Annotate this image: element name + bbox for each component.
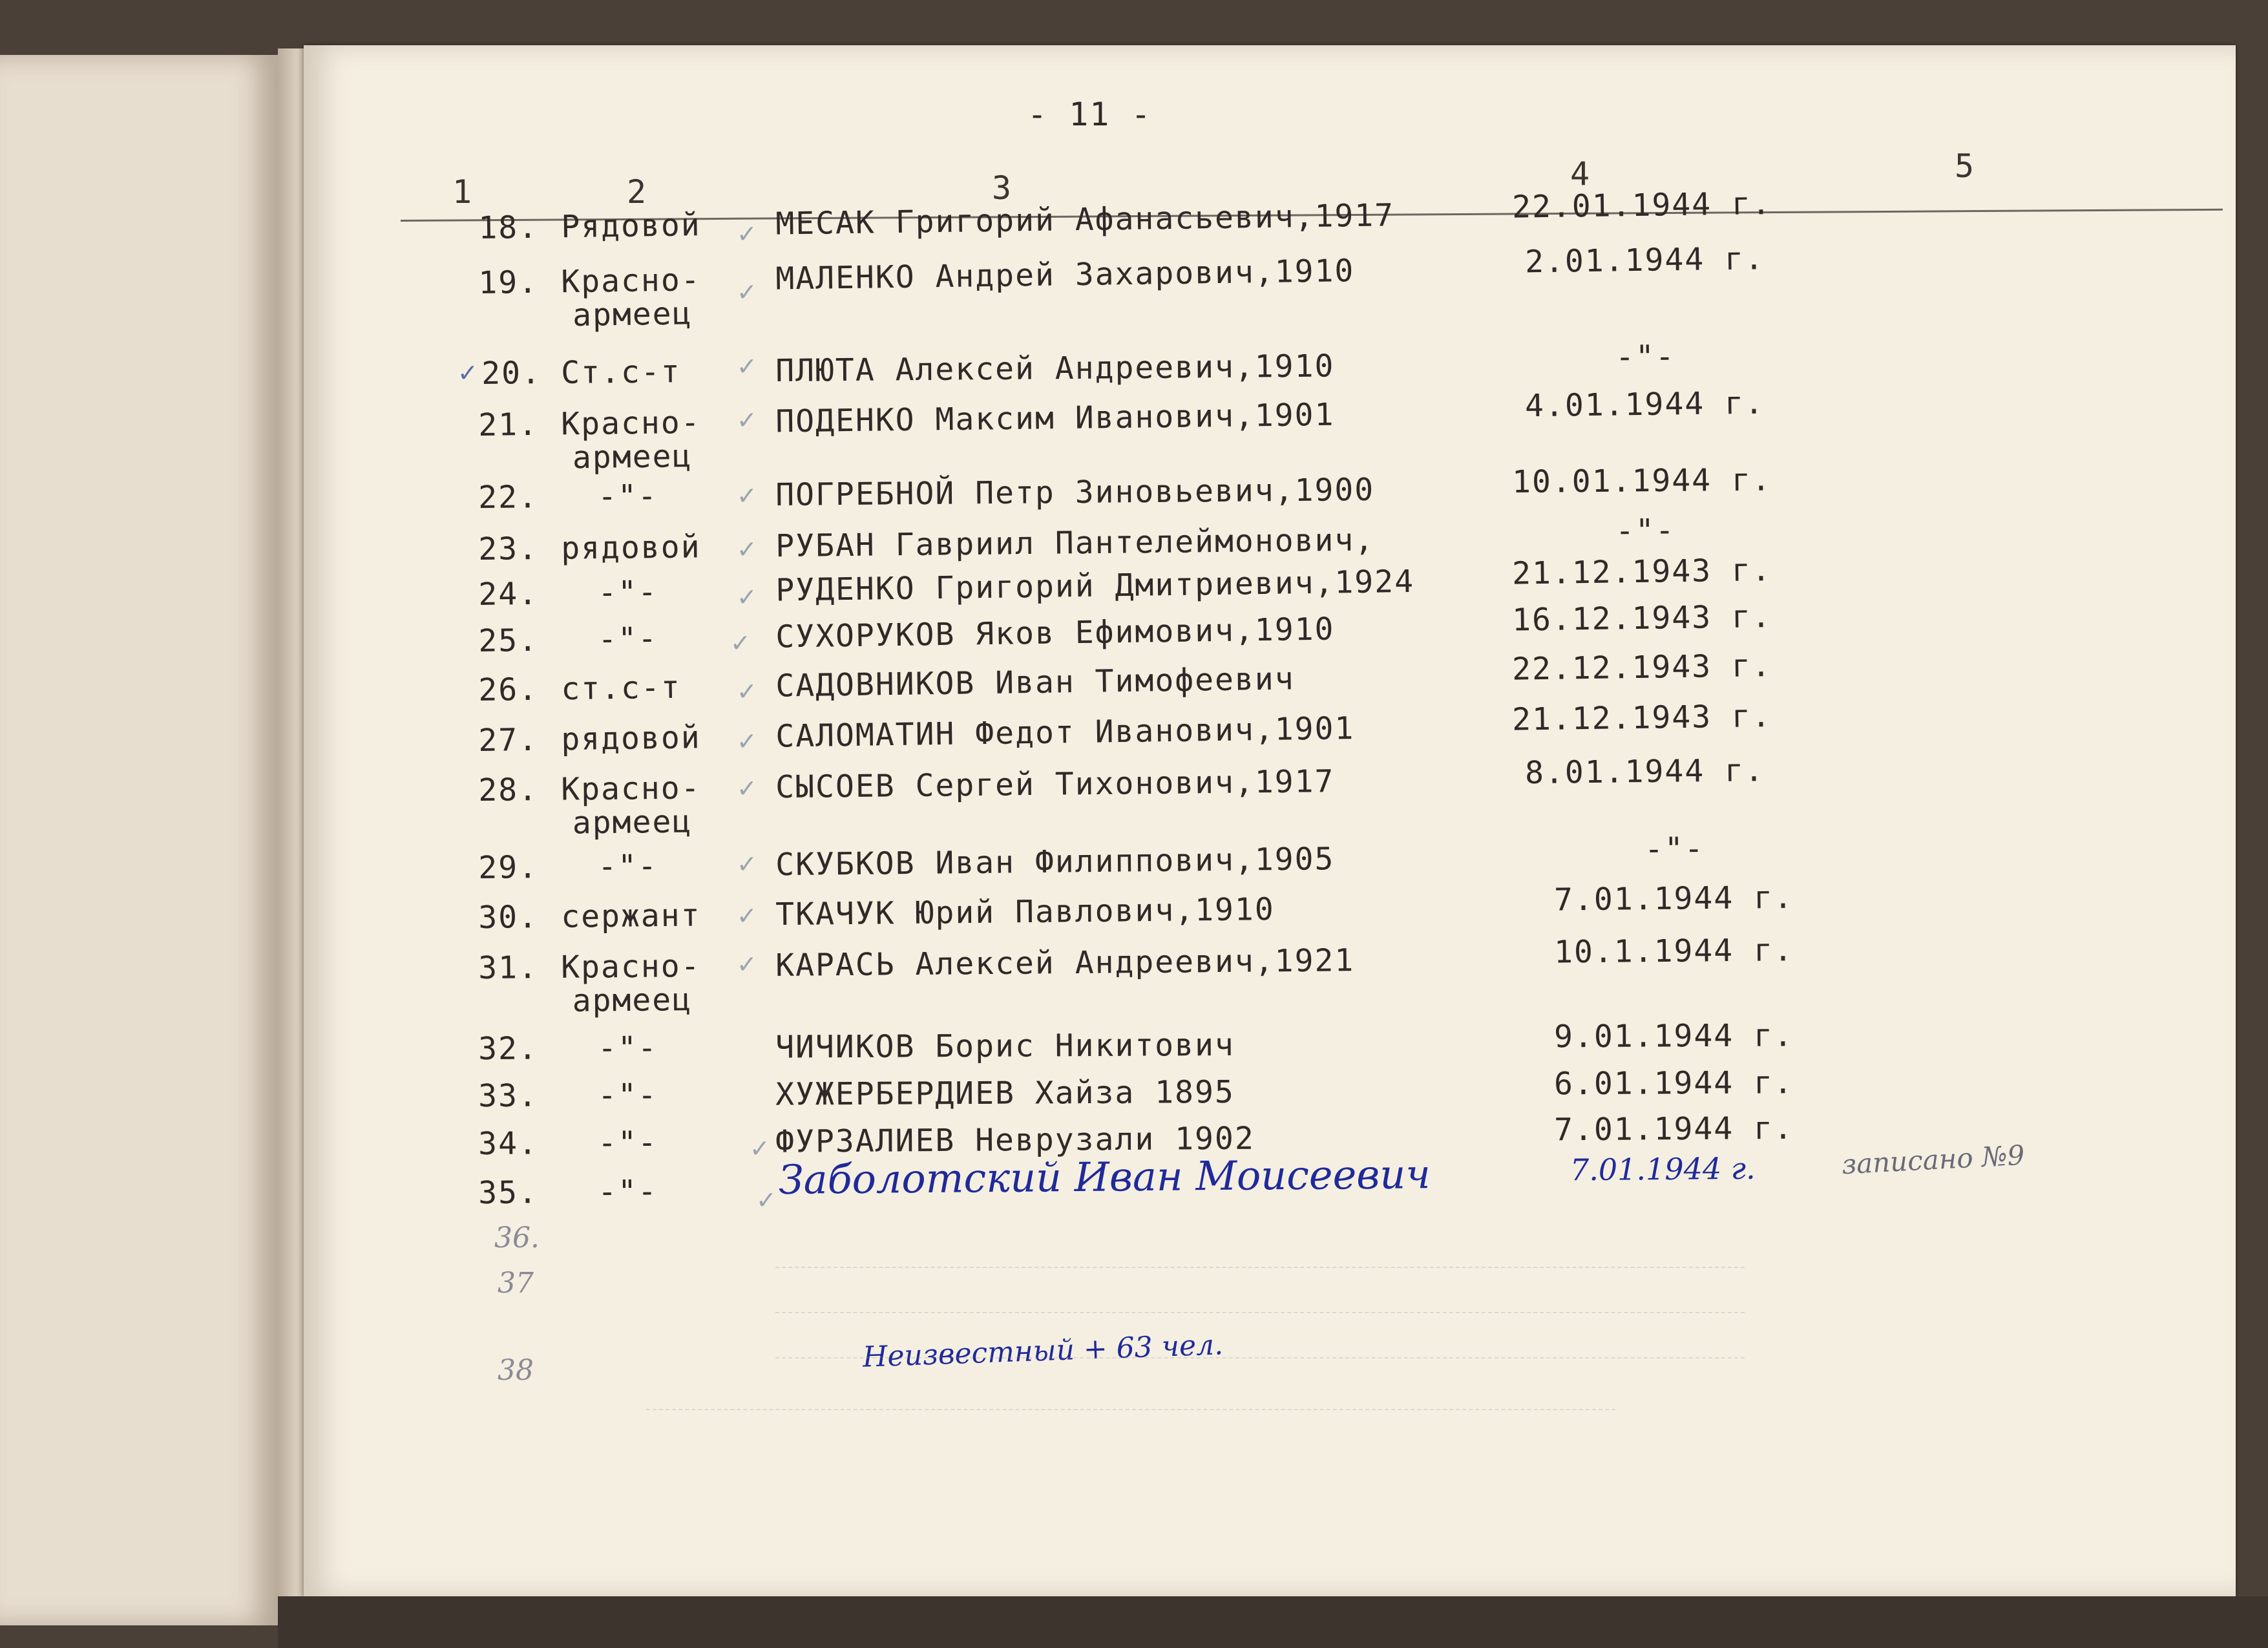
column-header-1: 1 (452, 173, 474, 211)
burial-date: 8.01.1944 г. (1524, 752, 1765, 792)
column-header-3: 3 (992, 169, 1013, 207)
check-mark: ✓ (750, 1134, 770, 1163)
check-mark: ✓ (737, 902, 757, 930)
left-page (0, 55, 278, 1625)
rank: Красно- (560, 404, 701, 443)
rank: -"- (597, 1030, 658, 1067)
row-number: 32. (478, 1030, 538, 1067)
row-number: 35. (478, 1174, 539, 1211)
rank-continued: армеец (572, 438, 693, 476)
erased-pencil-line (775, 1221, 1745, 1268)
pencil-number: 38 (498, 1354, 534, 1387)
row-number: 18. (478, 209, 539, 246)
soldier-name: МЕСАК Григорий Афанасьевич,1917 (775, 197, 1395, 242)
handwritten-note: записано №9 (1840, 1139, 2026, 1181)
burial-date: 4.01.1944 г. (1524, 385, 1765, 425)
check-mark: ✓ (730, 629, 751, 657)
unknown-soldiers-note: Неизвестный + 63 чел. (862, 1328, 1224, 1374)
soldier-name: ПЛЮТА Алексей Андреевич,1910 (775, 348, 1335, 389)
burial-date: 21.12.1943 г. (1511, 552, 1772, 592)
check-mark: ✓ (756, 1186, 777, 1214)
check-mark: ✓ (737, 278, 757, 306)
check-mark: ✓ (737, 352, 757, 381)
soldier-name: ЧИЧИКОВ Борис Никитович (775, 1026, 1235, 1066)
rank: -"- (597, 848, 658, 885)
soldier-name: РУДЕНКО Григорий Дмитриевич,1924 (775, 563, 1415, 609)
soldier-name: МАЛЕНКО Андрей Захарович,1910 (775, 253, 1355, 297)
row-number: 23. (478, 531, 539, 567)
rank: сержант (560, 897, 701, 935)
row-number: 19. (478, 264, 539, 301)
soldier-name: ПОГРЕБНОЙ Петр Зиновьевич,1900 (775, 471, 1375, 513)
soldier-name: ТКАЧУК Юрий Павлович,1910 (775, 891, 1275, 933)
erased-pencil-line (775, 1312, 1745, 1358)
burial-date: 22.01.1944 г. (1511, 185, 1772, 226)
burial-date: 9.01.1944 г. (1553, 1017, 1794, 1055)
rank: -"- (597, 620, 658, 658)
burial-date: -"- (1615, 512, 1676, 549)
check-mark: ✓ (737, 481, 757, 510)
burial-date: 10.1.1944 г. (1553, 932, 1794, 971)
burial-date: 7.01.1944 г. (1553, 1110, 1794, 1148)
erased-pencil-line (646, 1364, 1615, 1410)
burial-date: 21.12.1943 г. (1511, 698, 1772, 738)
rank: Красно- (560, 947, 701, 986)
rank: -"- (597, 1125, 658, 1161)
pencil-number: 37 (498, 1267, 534, 1300)
check-mark: ✓ (737, 220, 757, 248)
row-number: 26. (478, 671, 539, 708)
page-number: - 11 - (1027, 96, 1152, 133)
check-mark: ✓ (737, 950, 757, 978)
rank: -"- (597, 1077, 658, 1114)
row-number: 34. (478, 1125, 539, 1162)
row-number: 31. (478, 949, 539, 986)
row-number: 25. (478, 622, 539, 659)
row-number: 30. (478, 899, 539, 936)
rank: -"- (597, 1173, 658, 1210)
book-edge (278, 1596, 2268, 1648)
burial-date: -"- (1615, 338, 1676, 375)
row-number: 20. (481, 355, 542, 392)
soldier-name: САДОВНИКОВ Иван Тимофеевич (775, 660, 1296, 704)
burial-date: 10.01.1944 г. (1511, 461, 1772, 501)
burial-date: 2.01.1944 г. (1524, 240, 1765, 280)
check-mark: ✓ (737, 535, 757, 564)
row-number: 21. (478, 406, 539, 443)
rank-continued: армеец (572, 982, 693, 1019)
burial-date: 22.12.1943 г. (1511, 648, 1772, 688)
rank: ст.с-т (560, 669, 682, 708)
pencil-number: 36. (494, 1221, 540, 1254)
column-header-5: 5 (1955, 147, 1976, 185)
check-mark: ✓ (737, 677, 757, 706)
burial-date: 16.12.1943 г. (1511, 598, 1772, 639)
burial-date: 7.01.1944 г. (1553, 879, 1794, 918)
soldier-name: Заболотский Иван Моисеевич (778, 1150, 1431, 1203)
check-mark: ✓ (737, 583, 757, 611)
rank-continued: армеец (572, 295, 693, 333)
burial-date: -"- (1644, 830, 1705, 868)
burial-date: 7.01.1944 г. (1570, 1150, 1756, 1188)
rank: рядовой (560, 529, 701, 567)
check-mark: ✓ (737, 774, 757, 803)
check-mark: ✓ (737, 727, 757, 755)
rank: -"- (597, 478, 658, 515)
row-number: 29. (478, 849, 539, 886)
soldier-name: САЛОМАТИН Федот Иванович,1901 (775, 710, 1355, 755)
soldier-name: ПОДЕНКО Максим Иванович,1901 (775, 396, 1335, 440)
check-mark: ✓ (457, 359, 478, 387)
erased-pencil-line (775, 1267, 1745, 1313)
rank-continued: армеец (572, 803, 693, 841)
rank: Красно- (560, 262, 702, 301)
row-number: 24. (478, 575, 539, 613)
row-number: 27. (478, 721, 539, 759)
soldier-name: КАРАСЬ Алексей Андреевич,1921 (775, 942, 1355, 984)
column-header-2: 2 (627, 173, 648, 211)
check-mark: ✓ (737, 850, 757, 878)
soldier-name: СКУБКОВ Иван Филиппович,1905 (775, 841, 1335, 883)
rank: Рядовой (560, 207, 702, 246)
row-number: 28. (478, 772, 539, 808)
soldier-name: РУБАН Гавриил Пантелеймонович, (775, 522, 1375, 565)
rank: Ст.с-т (560, 354, 681, 391)
burial-date: 6.01.1944 г. (1553, 1064, 1794, 1103)
soldier-name: ФУРЗАЛИЕВ Неврузали 1902 (775, 1120, 1255, 1160)
check-mark: ✓ (737, 406, 757, 434)
rank: -"- (597, 574, 658, 611)
soldier-name: СЫСОЕВ Сергей Тихонович,1917 (775, 763, 1335, 806)
soldier-name: ХУЖЕРБЕРДИЕВ Хайза 1895 (775, 1073, 1235, 1113)
row-number: 22. (478, 479, 539, 516)
row-number: 33. (478, 1077, 538, 1114)
column-header-4: 4 (1570, 155, 1591, 193)
soldier-name: СУХОРУКОВ Яков Ефимович,1910 (775, 611, 1335, 655)
rank: Красно- (560, 770, 701, 808)
rank: рядовой (560, 719, 702, 758)
